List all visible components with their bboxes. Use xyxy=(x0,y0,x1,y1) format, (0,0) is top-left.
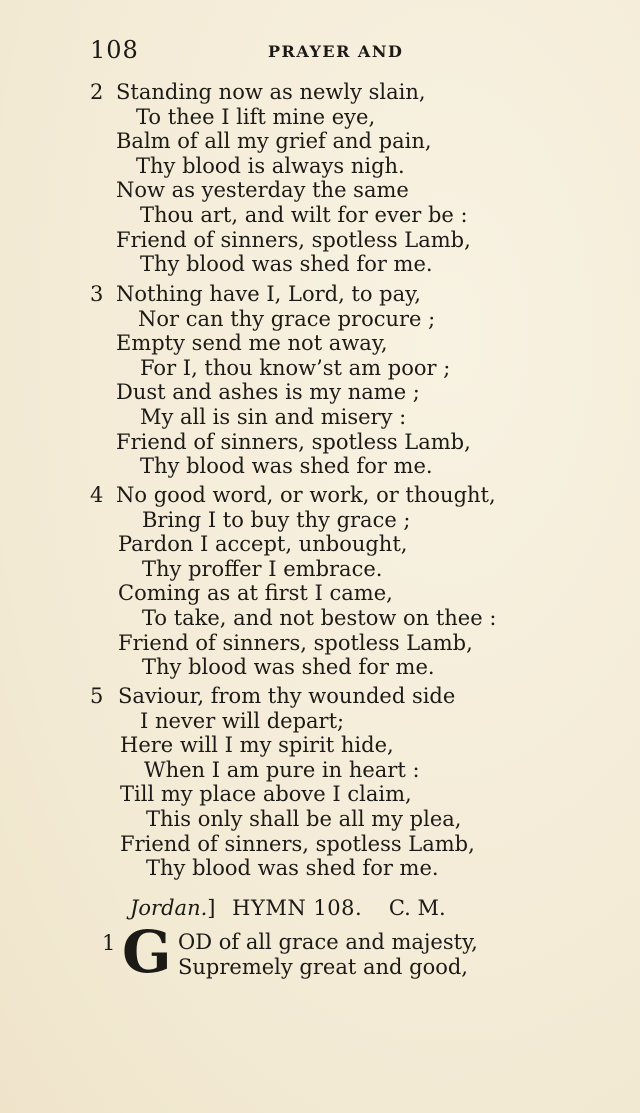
verse-number: 2 xyxy=(90,80,104,104)
verse-line: My all is sin and misery : xyxy=(140,405,407,429)
verse-number: 1 xyxy=(102,931,116,955)
verse-line: Nor can thy grace procure ; xyxy=(138,306,436,331)
verse-line: Friend of sinners, spotless Lamb, xyxy=(116,227,471,252)
verse-line: Now as yesterday the same xyxy=(116,178,409,203)
verse-line: Thy blood was shed for me. xyxy=(146,856,439,881)
verse-line: No good word, or work, or thought, xyxy=(116,483,496,507)
verse-line: Thy blood was shed for me. xyxy=(142,655,435,680)
verse-line: Friend of sinners, spotless Lamb, xyxy=(120,831,475,856)
page-number: 108 xyxy=(90,36,139,64)
verse-line: Friend of sinners, spotless Lamb, xyxy=(116,429,471,454)
verse-line: Thy blood is always nigh. xyxy=(136,153,405,178)
verse-number: 5 xyxy=(90,684,104,708)
hymn-first-verse xyxy=(90,918,510,988)
verse-line: Bring I to buy thy grace ; xyxy=(142,507,411,532)
verse-line: Pardon I accept, unbought, xyxy=(118,532,408,557)
verse-line: Nothing have I, Lord, to pay, xyxy=(116,282,421,306)
verse-line: Empty send me not away, xyxy=(116,331,388,356)
verse-line: To thee I lift mine eye, xyxy=(136,104,376,129)
tune-name: Jordan. xyxy=(130,896,208,920)
verse-line: OD of all grace and majesty, xyxy=(178,930,478,954)
verse-line: For I, thou know’st am poor ; xyxy=(140,355,451,380)
verse-line: Coming as at first I came, xyxy=(118,581,393,606)
verse-line: Standing now as newly slain, xyxy=(116,80,426,104)
verse-line: Dust and ashes is my name ; xyxy=(116,380,420,405)
verse-line: Thou art, and wilt for ever be : xyxy=(140,203,468,227)
verse-line: Here will I my spirit hide, xyxy=(120,733,394,758)
verse-line: Thy proffer I embrace. xyxy=(142,556,383,581)
verse-line: Thy blood was shed for me. xyxy=(140,454,433,479)
verse-line: Saviour, from thy wounded side xyxy=(118,684,456,708)
verse-line: Friend of sinners, spotless Lamb, xyxy=(118,630,473,655)
hymn-meter: C. M. xyxy=(388,896,446,920)
verse-number: 3 xyxy=(90,282,104,306)
verse-line: I never will depart; xyxy=(140,708,345,733)
verse-line: When I am pure in heart : xyxy=(144,757,420,782)
running-head xyxy=(90,36,600,66)
verse-line: Balm of all my grief and pain, xyxy=(116,129,432,154)
verse-line: This only shall be all my plea, xyxy=(146,807,462,831)
tune-bracket: ] xyxy=(207,896,216,920)
drop-cap: G xyxy=(122,918,172,986)
running-title: PRAYER AND xyxy=(268,42,404,61)
verse-line: Till my place above I claim, xyxy=(120,782,412,807)
hymn-heading xyxy=(130,896,446,920)
verse-line: Thy blood was shed for me. xyxy=(140,252,433,277)
hymn-title: HYMN 108. xyxy=(232,896,363,920)
verse-line: To take, and not bestow on thee : xyxy=(142,606,497,630)
verse-line: Supremely great and good, xyxy=(178,955,468,979)
verse-number: 4 xyxy=(90,483,104,507)
